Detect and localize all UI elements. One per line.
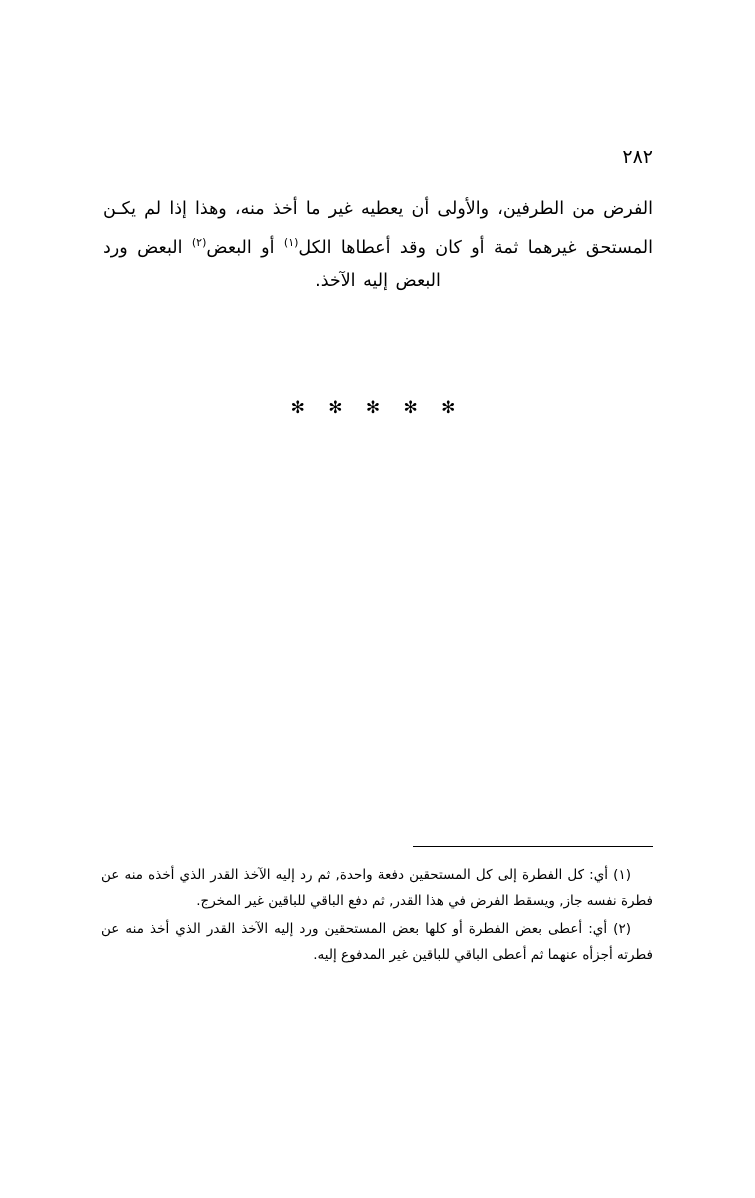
footnote-item: (٢) أي: أعطى بعض الفطرة أو كلها بعض المستحقين ورد إليه الآخذ القدر الذي أخذ منه عن فطرته أجزأه عنهما ثم أعطى الباقي للباقين غير المدفوع إليه. <box>101 921 653 963</box>
body-text-segment-2: أو البعض <box>206 237 284 258</box>
footnote-ref-2: (٢) <box>191 236 207 249</box>
body-text-segment-3: البعض ورد البعض إليه الآخذ. <box>103 237 441 291</box>
footnote-item: (١) أي: كل الفطرة إلى كل المستحقين دفعة واحدة, ثم رد إليه الآخذ القدر الذي أخذه منه عن فطرة نفسه جاز, ويسقط الفرض في هذا القدر, ثم دفع الباقي للباقين غير المخرج. <box>101 867 653 909</box>
footnotes-block <box>101 862 653 970</box>
page-number: ٢٨٢ <box>622 146 653 168</box>
body-text-segment-1: الفرض من الطرفين، والأولى أن يعطيه غير ما أخذ منه، وهذا إذا لم يكـن المستحق غيرهما ثمة أو كان وقد أعطاها الكل <box>103 199 653 258</box>
footnote-ref-1: (١) <box>283 236 299 249</box>
asterisk-divider: ✻ ✻ ✻ ✻ ✻ <box>290 398 465 418</box>
body-paragraph <box>103 193 653 298</box>
footnote-separator-rule <box>413 846 653 847</box>
body-text-block <box>103 193 653 298</box>
